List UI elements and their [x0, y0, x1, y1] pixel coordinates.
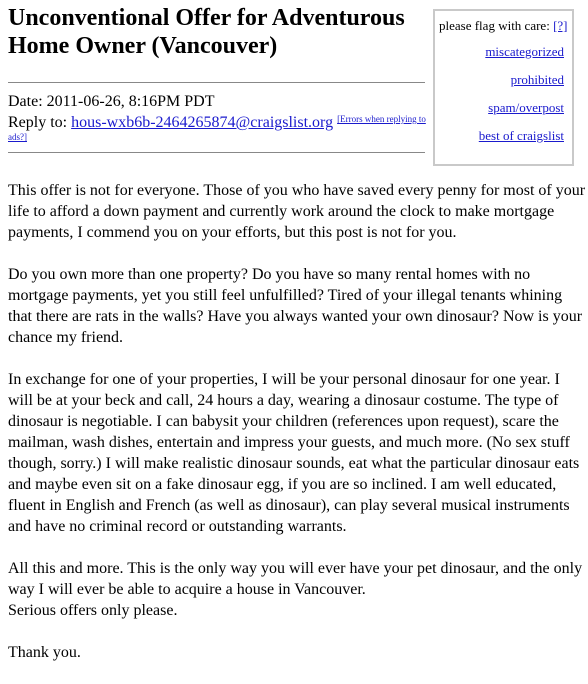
header-divider-bottom [8, 152, 425, 153]
post-date: Date: 2011-06-26, 8:16PM PDT [8, 93, 215, 110]
flag-link-prohibited[interactable]: prohibited [510, 72, 564, 87]
body-paragraph: Do you own more than one property? Do you have so many rental homes with no mortgage payments, yet you still feel unfulfilled? Tired of your illegal tenants whining that there are rats in the walls? Have you always wanted your own dinosaur? Now is your chance my friend. [8, 266, 583, 346]
flag-box [433, 9, 574, 166]
flag-link-spam-overpost[interactable]: spam/overpost [488, 100, 564, 115]
header-divider-top [8, 82, 425, 83]
post-title: Unconventional Offer for Adventurous Home Owner (Vancouver) [8, 5, 405, 59]
reply-email-link[interactable]: hous-wxb6b-2464265874@craigslist.org [71, 114, 334, 131]
body-paragraph: Thank you. [8, 644, 81, 661]
flag-heading [439, 18, 568, 33]
body-paragraph: All this and more. This is the only way you will ever have your pet dinosaur, and the only way I will ever be able to acquire a house in Vancouver. Serious offers only please. [8, 560, 583, 619]
reply-to-line [8, 114, 428, 150]
flag-heading-text: please flag with care: [439, 18, 550, 33]
body-paragraph: In exchange for one of your properties, I will be your personal dinosaur for one year. I will be at your beck and call, 24 hours a day, wearing a dinosaur costume. The type of dinosaur is negotiable. I can babysit your children (references upon request), scare the mailman, wash dishes, entertain and impress your guests, and much more. (No sex stuff though, sorry.) I will make realistic dinosaur sounds, eat what the particular dinosaur eats and maybe even sit on a fake dinosaur egg, if you are so inclined. I am well educated, fluent in English and French (as well as dinosaur), can play several musical instruments and have no criminal record or outstanding warrants. [8, 371, 580, 535]
flag-link-best-of-craigslist[interactable]: best of craigslist [478, 128, 564, 143]
flag-help-link[interactable]: [?] [553, 18, 568, 33]
post-body [8, 180, 588, 684]
flag-link-miscategorized[interactable]: miscategorized [485, 44, 564, 59]
body-paragraph: This offer is not for everyone. Those of you who have saved every penny for most of your life to afford a down payment and currently work around the clock to make mortgage payments, I commend you on your efforts, but this post is not for you. [8, 182, 586, 241]
reply-to-label: Reply to: [8, 114, 68, 131]
reply-errors-link[interactable]: [Errors when replying to ads?] [8, 114, 426, 142]
